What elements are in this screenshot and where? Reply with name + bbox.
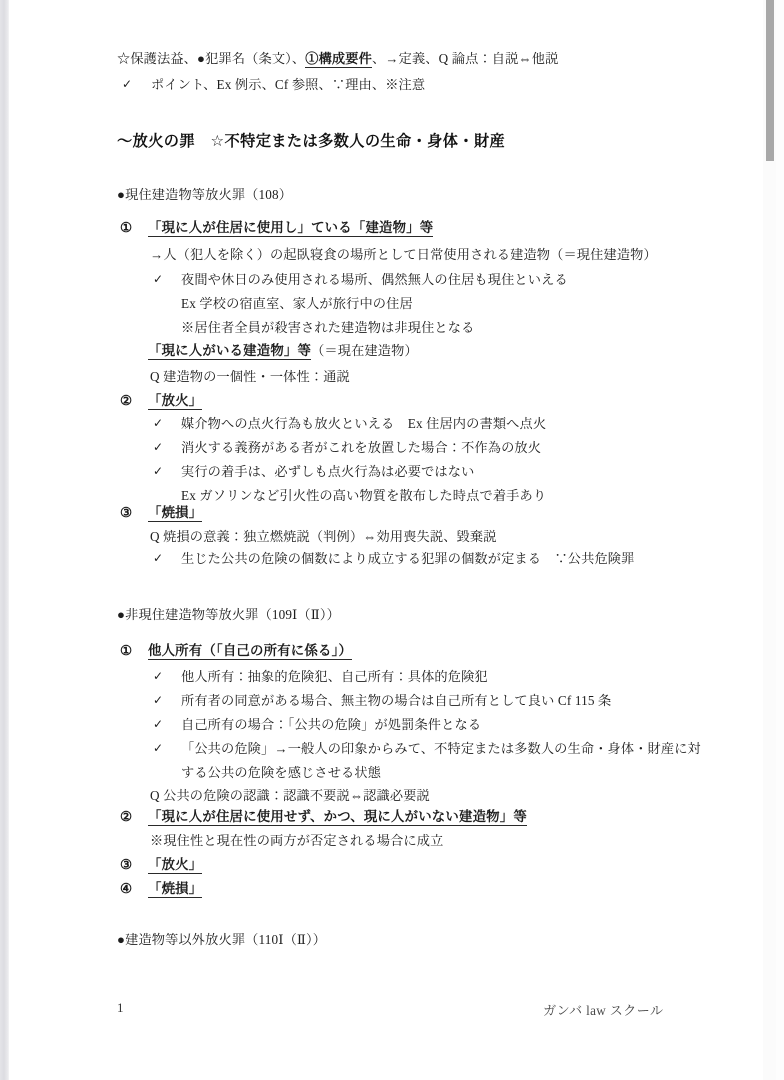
- legend-line-2-checkmark: ✓: [122, 77, 133, 91]
- item-number-0-2: ③: [120, 505, 133, 520]
- block-heading-2: ●建造物等以外放火罪（110Ⅰ（Ⅱ））: [117, 932, 327, 947]
- scrollbar-track[interactable]: [763, 0, 776, 1080]
- item-line-0-0-1: 夜間や休日のみ使用される場所、偶然無人の住居も現住といえる: [181, 272, 568, 287]
- legend-line-1: [117, 52, 558, 68]
- item-line-1-0-5: Q 公共の危険の認識：認識不要説⇔認識必要説: [150, 788, 430, 803]
- legend-line-2: ポイント、Ex 例示、Cf 参照、∵理由、※注意: [151, 77, 426, 92]
- item-title-1-3: 「焼損」: [148, 882, 202, 898]
- item-line-1-0-1: 所有者の同意がある場合、無主物の場合は自己所有として良い Cf 115 条: [181, 693, 612, 708]
- item-line-0-0-2: Ex 学校の宿直室、家人が旅行中の住居: [181, 296, 413, 311]
- block-heading-0: ●現住建造物等放火罪（108）: [117, 187, 293, 202]
- item-number-1-1: ②: [120, 809, 133, 824]
- item-line-1-0-2: 自己所有の場合：「公共の危険」が処罰条件となる: [181, 717, 482, 732]
- legend-line-1-suffix: 、→定義、Q 論点：自説⇔他説: [371, 51, 559, 66]
- footer-page-number: 1: [117, 1000, 124, 1015]
- item-line-0-0-5: Q 建造物の一個性・一体性：通説: [150, 369, 350, 384]
- document-page: [9, 0, 764, 1080]
- item-title-1-0: 他人所有（「自己の所有に係る」）: [148, 644, 352, 660]
- item-line-1-0-0: 他人所有：抽象的危険犯、自己所有：具体的危険犯: [181, 669, 488, 684]
- page-title: ～放火の罪 ☆不特定または多数人の生命・身体・財産: [117, 132, 506, 150]
- item-line-0-0-4: 「現に人がいる建造物」等（＝現在建造物）: [148, 344, 418, 360]
- item-line-1-0-3-checkmark: ✓: [153, 741, 164, 755]
- item-line-1-0-3: 「公共の危険」→一般人の印象からみて、不特定または多数人の生命・身体・財産に対: [181, 741, 701, 756]
- item-title-0-2: 「焼損」: [148, 506, 202, 522]
- legend-line-1-emphasis: ①構成要件: [305, 51, 372, 66]
- viewer-left-edge: [0, 0, 9, 1080]
- item-line-0-0-0: →人（犯人を除く）の起臥寝食の場所として日常使用される建造物（＝現住建造物）: [150, 247, 657, 262]
- item-line-0-1-3: Ex ガソリンなど引火性の高い物質を散布した時点で着手あり: [181, 488, 547, 503]
- item-line-1-0-4: する公共の危険を感じさせる状態: [181, 765, 382, 780]
- item-line-0-1-0: 媒介物への点火行為も放火といえる Ex 住居内の書類へ点火: [181, 416, 547, 431]
- item-line-1-0-1-checkmark: ✓: [153, 693, 164, 707]
- item-line-0-1-2-checkmark: ✓: [153, 464, 164, 478]
- item-line-1-0-2-checkmark: ✓: [153, 717, 164, 731]
- item-number-0-0: ①: [120, 220, 133, 235]
- item-number-1-2: ③: [120, 857, 133, 872]
- item-line-0-1-2: 実行の着手は、必ずしも点火行為は必要ではない: [181, 464, 475, 479]
- item-title-0-1: 「放火」: [148, 394, 202, 410]
- footer-brand: ガンバ law スクール: [543, 1003, 664, 1018]
- item-line-0-2-1: 生じた公共の危険の個数により成立する犯罪の個数が定まる ∵公共危険罪: [181, 551, 635, 566]
- item-line-1-1-0: ※現住性と現在性の両方が否定される場合に成立: [150, 833, 444, 848]
- item-line-1-0-0-checkmark: ✓: [153, 669, 164, 683]
- item-line-0-1-1: 消火する義務がある者がこれを放置した場合：不作為の放火: [181, 440, 542, 455]
- item-number-0-1: ②: [120, 393, 133, 408]
- item-title-1-1: 「現に人が住居に使用せず、かつ、現に人がいない建造物」等: [148, 810, 527, 826]
- item-number-1-0: ①: [120, 643, 133, 658]
- item-number-1-3: ④: [120, 881, 133, 896]
- scrollbar-thumb[interactable]: [766, 0, 774, 161]
- item-title-1-2: 「放火」: [148, 858, 202, 874]
- item-title-0-0: 「現に人が住居に使用し」ている「建造物」等: [148, 221, 433, 237]
- item-line-0-1-1-checkmark: ✓: [153, 440, 164, 454]
- legend-line-1-prefix: ☆保護法益、●犯罪名（条文）、: [117, 51, 306, 66]
- item-line-0-1-0-checkmark: ✓: [153, 416, 164, 430]
- item-line-0-0-1-checkmark: ✓: [153, 272, 164, 286]
- item-line-0-2-1-checkmark: ✓: [153, 551, 164, 565]
- item-line-0-2-0: Q 焼損の意義：独立燃焼説（判例）⇔効用喪失説、毀棄説: [150, 529, 497, 544]
- item-line-0-0-3: ※居住者全員が殺害された建造物は非現住となる: [181, 320, 475, 335]
- block-heading-1: ●非現住建造物等放火罪（109Ⅰ（Ⅱ））: [117, 607, 340, 622]
